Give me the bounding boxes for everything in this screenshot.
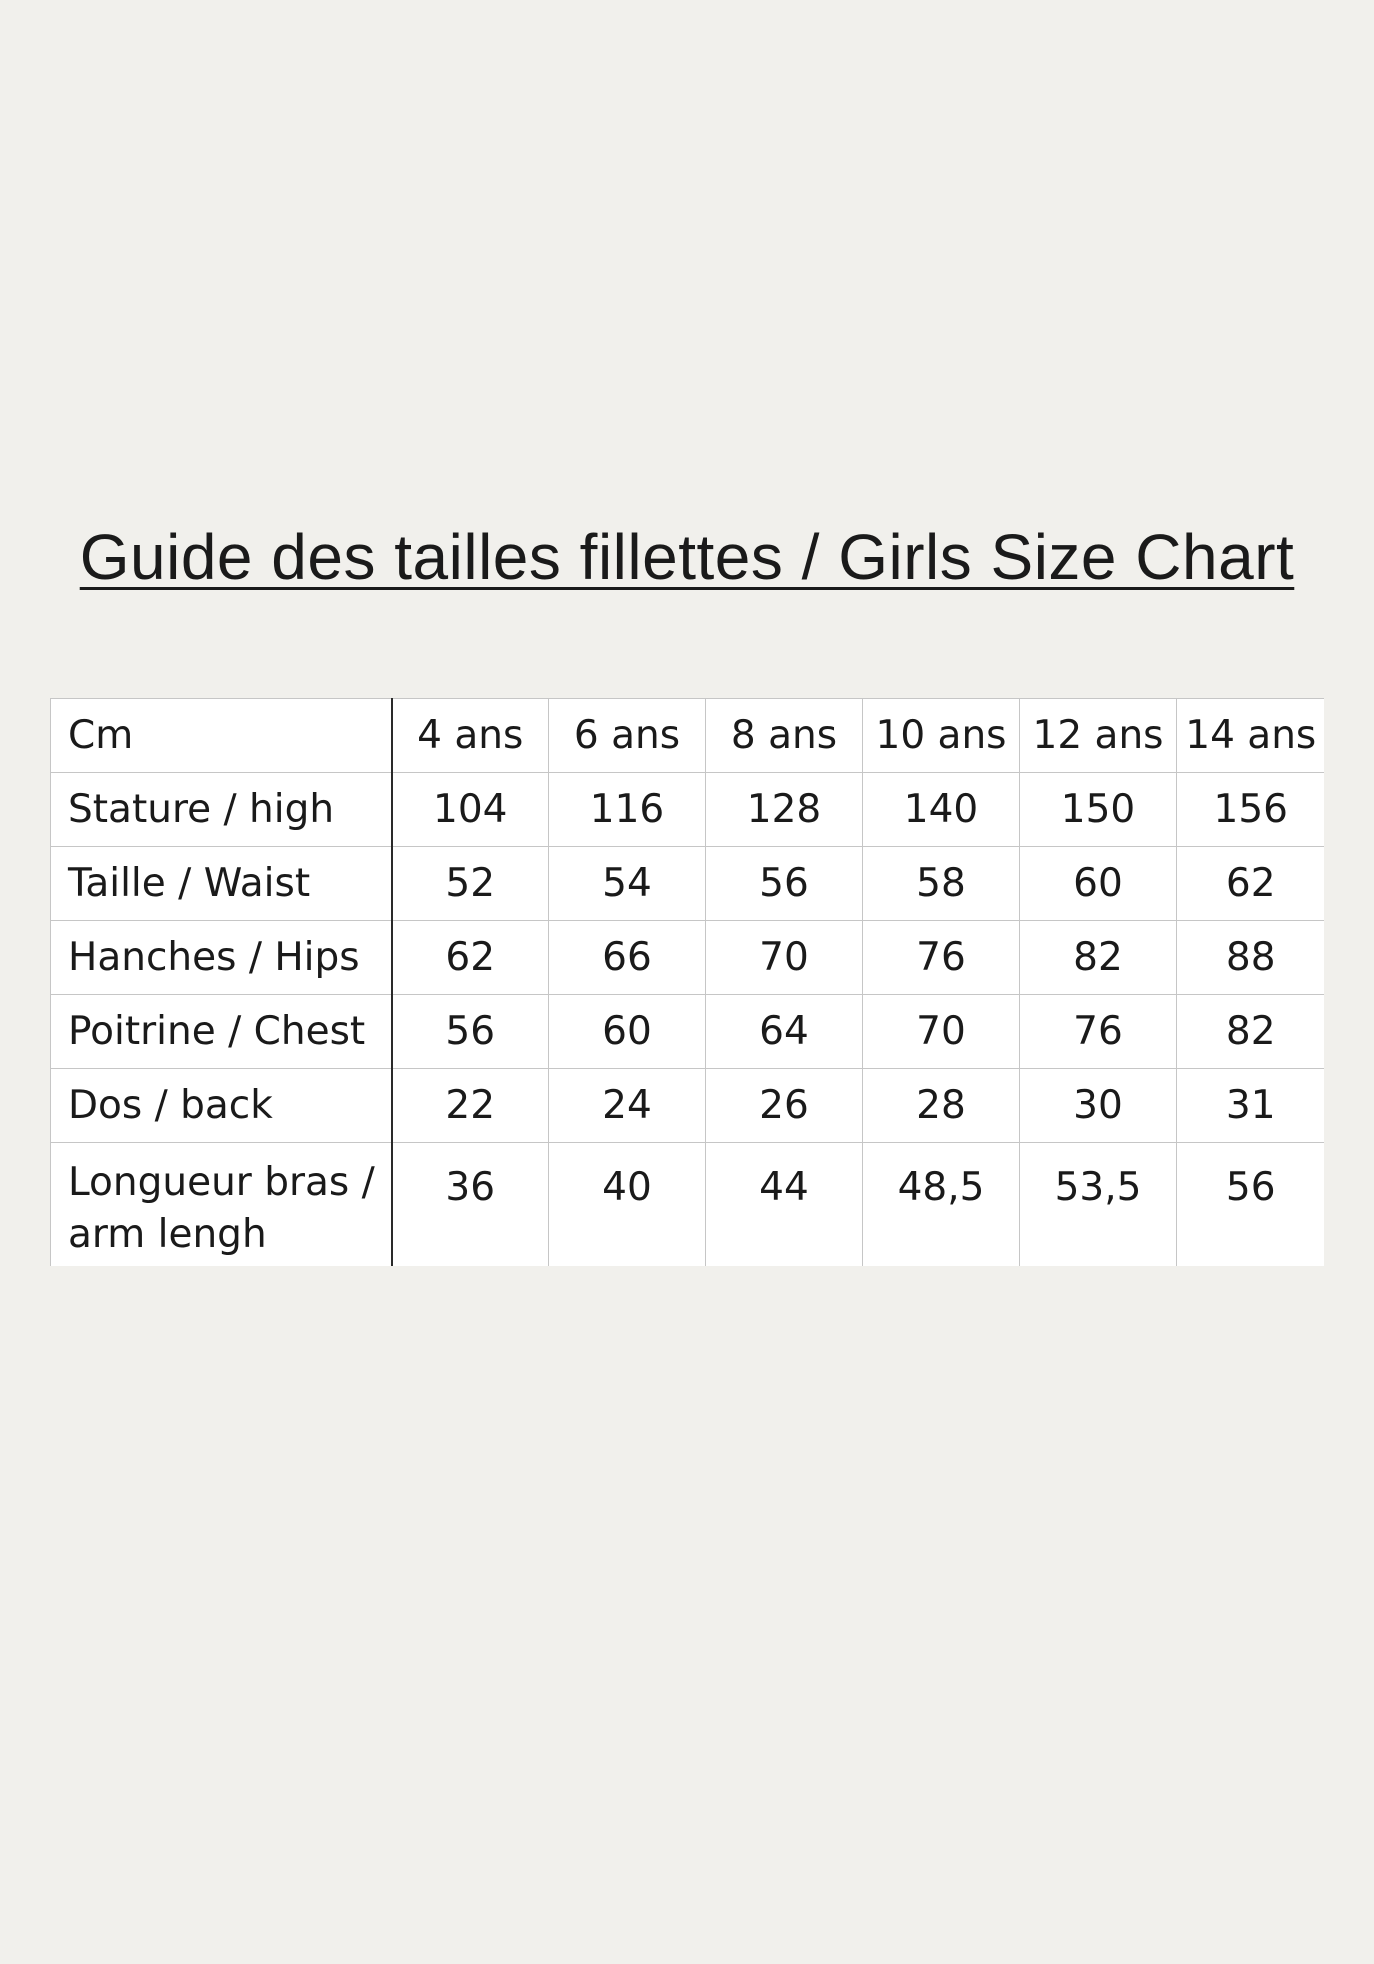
table-cell: 24 bbox=[549, 1069, 706, 1143]
table-cell: 62 bbox=[392, 921, 549, 995]
table-row-arm-length bbox=[51, 1143, 1325, 1267]
table-cell: 62 bbox=[1177, 847, 1325, 921]
table-cell: 56 bbox=[1225, 1165, 1276, 1210]
table-cell: 70 bbox=[706, 921, 863, 995]
table-cell: 60 bbox=[1020, 847, 1177, 921]
table-cell: 64 bbox=[706, 995, 863, 1069]
size-header-cell: 6 ans bbox=[549, 699, 706, 773]
table-cell: 150 bbox=[1020, 773, 1177, 847]
unit-header-cell: Cm bbox=[51, 699, 392, 773]
table-cell: 70 bbox=[863, 995, 1020, 1069]
table-row-back bbox=[51, 1069, 1325, 1143]
row-label-cell: Poitrine / Chest bbox=[51, 995, 392, 1069]
table-cell: 104 bbox=[392, 773, 549, 847]
table-cell: 48,5 bbox=[863, 1143, 1020, 1267]
size-header-cell: 10 ans bbox=[863, 699, 1020, 773]
table-cell: 56 bbox=[392, 995, 549, 1069]
table-cell: 22 bbox=[392, 1069, 549, 1143]
table-cell: 31 bbox=[1177, 1069, 1325, 1143]
page-title bbox=[0, 520, 1374, 594]
table-cell: 60 bbox=[549, 995, 706, 1069]
table-cell: 56 bbox=[706, 847, 863, 921]
table-cell: 36 bbox=[392, 1143, 549, 1267]
table-cell: 66 bbox=[549, 921, 706, 995]
table-cell: 116 bbox=[549, 773, 706, 847]
table-cell: 76 bbox=[1020, 995, 1177, 1069]
table-cell: 140 bbox=[863, 773, 1020, 847]
table-row-stature bbox=[51, 773, 1325, 847]
table-row-chest bbox=[51, 995, 1325, 1069]
page-title-text: Guide des tailles fillettes / Girls Size Chart bbox=[79, 521, 1295, 593]
size-header-cell: 14 ans bbox=[1177, 699, 1325, 773]
table-row-hips bbox=[51, 921, 1325, 995]
header-row bbox=[51, 699, 1325, 773]
table-cell: 58 bbox=[863, 847, 1020, 921]
size-header-cell: 4 ans bbox=[392, 699, 549, 773]
table-cell: 76 bbox=[863, 921, 1020, 995]
table-row-waist bbox=[51, 847, 1325, 921]
table-cell: 30 bbox=[1020, 1069, 1177, 1143]
size-header-cell: 8 ans bbox=[706, 699, 863, 773]
table-cell: 40 bbox=[549, 1143, 706, 1267]
row-label-cell: Longueur bras / arm lengh bbox=[51, 1143, 392, 1267]
table-cell: 28 bbox=[863, 1069, 1020, 1143]
size-chart-table bbox=[50, 698, 1324, 1266]
row-label-cell: Hanches / Hips bbox=[51, 921, 392, 995]
size-chart-table-container bbox=[50, 698, 1324, 1266]
table-cell: 44 bbox=[706, 1143, 863, 1267]
table-cell: 54 bbox=[549, 847, 706, 921]
row-label-cell: Dos / back bbox=[51, 1069, 392, 1143]
table-cell: 88 bbox=[1177, 921, 1325, 995]
table-cell: 52 bbox=[392, 847, 549, 921]
table-cell: 82 bbox=[1020, 921, 1177, 995]
table-cell: 156 bbox=[1177, 773, 1325, 847]
table-cell: 128 bbox=[706, 773, 863, 847]
size-header-cell: 12 ans bbox=[1020, 699, 1177, 773]
table-cell: 53,5 bbox=[1020, 1143, 1177, 1267]
row-label-cell: Stature / high bbox=[51, 773, 392, 847]
table-cell: 26 bbox=[706, 1069, 863, 1143]
row-label-cell: Taille / Waist bbox=[51, 847, 392, 921]
table-cell: 82 bbox=[1177, 995, 1325, 1069]
